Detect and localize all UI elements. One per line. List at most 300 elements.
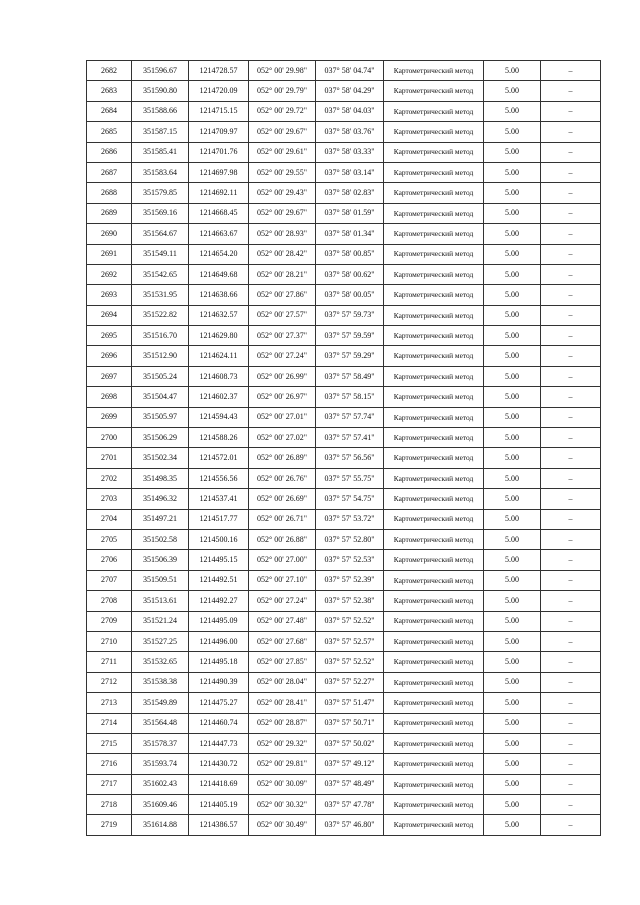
cell-accuracy: 5.00 [484, 407, 541, 427]
cell-latitude: 052° 00' 27.01" [249, 407, 316, 427]
cell-point-number: 2715 [87, 733, 132, 753]
cell-latitude: 052° 00' 28.41" [249, 693, 316, 713]
cell-point-number: 2713 [87, 693, 132, 713]
table-row [87, 244, 601, 264]
cell-point-number: 2691 [87, 244, 132, 264]
cell-y-coordinate: 1214588.26 [189, 428, 249, 448]
cell-x-coordinate: 351504.47 [132, 387, 189, 407]
cell-note: – [541, 448, 601, 468]
cell-x-coordinate: 351602.43 [132, 774, 189, 794]
coordinate-table-page [86, 60, 600, 836]
cell-point-number: 2704 [87, 509, 132, 529]
cell-y-coordinate: 1214663.67 [189, 224, 249, 244]
cell-point-number: 2718 [87, 795, 132, 815]
cell-x-coordinate: 351569.16 [132, 203, 189, 223]
cell-latitude: 052° 00' 27.86" [249, 285, 316, 305]
cell-method: Картометрический метод [384, 305, 484, 325]
cell-point-number: 2712 [87, 672, 132, 692]
cell-latitude: 052° 00' 27.24" [249, 346, 316, 366]
cell-longitude: 037° 58' 04.29" [316, 81, 384, 101]
cell-point-number: 2710 [87, 631, 132, 651]
cell-longitude: 037° 57' 47.78" [316, 795, 384, 815]
cell-accuracy: 5.00 [484, 713, 541, 733]
cell-latitude: 052° 00' 30.49" [249, 815, 316, 835]
cell-latitude: 052° 00' 30.32" [249, 795, 316, 815]
cell-longitude: 037° 57' 58.15" [316, 387, 384, 407]
table-row [87, 346, 601, 366]
cell-note: – [541, 203, 601, 223]
cell-longitude: 037° 58' 00.62" [316, 264, 384, 284]
cell-longitude: 037° 57' 59.73" [316, 305, 384, 325]
cell-point-number: 2716 [87, 754, 132, 774]
cell-x-coordinate: 351549.11 [132, 244, 189, 264]
cell-accuracy: 5.00 [484, 101, 541, 121]
cell-accuracy: 5.00 [484, 428, 541, 448]
cell-point-number: 2697 [87, 366, 132, 386]
cell-accuracy: 5.00 [484, 285, 541, 305]
cell-note: – [541, 81, 601, 101]
cell-method: Картометрический метод [384, 448, 484, 468]
cell-y-coordinate: 1214447.73 [189, 733, 249, 753]
cell-longitude: 037° 58' 03.76" [316, 122, 384, 142]
cell-latitude: 052° 00' 29.72" [249, 101, 316, 121]
cell-point-number: 2686 [87, 142, 132, 162]
cell-point-number: 2685 [87, 122, 132, 142]
cell-longitude: 037° 58' 02.83" [316, 183, 384, 203]
cell-point-number: 2694 [87, 305, 132, 325]
cell-longitude: 037° 58' 01.34" [316, 224, 384, 244]
cell-accuracy: 5.00 [484, 631, 541, 651]
cell-point-number: 2692 [87, 264, 132, 284]
cell-note: – [541, 550, 601, 570]
cell-longitude: 037° 57' 52.53" [316, 550, 384, 570]
cell-method: Картометрический метод [384, 693, 484, 713]
cell-accuracy: 5.00 [484, 815, 541, 835]
cell-x-coordinate: 351587.15 [132, 122, 189, 142]
cell-accuracy: 5.00 [484, 346, 541, 366]
cell-latitude: 052° 00' 26.69" [249, 489, 316, 509]
table-row [87, 733, 601, 753]
cell-accuracy: 5.00 [484, 672, 541, 692]
cell-point-number: 2683 [87, 81, 132, 101]
cell-latitude: 052° 00' 29.67" [249, 203, 316, 223]
cell-x-coordinate: 351578.37 [132, 733, 189, 753]
cell-note: – [541, 652, 601, 672]
cell-longitude: 037° 57' 46.80" [316, 815, 384, 835]
table-row [87, 428, 601, 448]
cell-longitude: 037° 57' 52.38" [316, 591, 384, 611]
cell-x-coordinate: 351521.24 [132, 611, 189, 631]
cell-note: – [541, 489, 601, 509]
cell-method: Картометрический метод [384, 162, 484, 182]
cell-point-number: 2689 [87, 203, 132, 223]
cell-accuracy: 5.00 [484, 326, 541, 346]
cell-method: Картометрический метод [384, 285, 484, 305]
cell-latitude: 052° 00' 29.67" [249, 122, 316, 142]
table-row [87, 509, 601, 529]
cell-latitude: 052° 00' 26.97" [249, 387, 316, 407]
table-row [87, 183, 601, 203]
cell-latitude: 052° 00' 28.04" [249, 672, 316, 692]
cell-x-coordinate: 351497.21 [132, 509, 189, 529]
cell-latitude: 052° 00' 29.81" [249, 754, 316, 774]
cell-x-coordinate: 351496.32 [132, 489, 189, 509]
cell-accuracy: 5.00 [484, 387, 541, 407]
cell-note: – [541, 224, 601, 244]
cell-accuracy: 5.00 [484, 754, 541, 774]
cell-longitude: 037° 58' 00.05" [316, 285, 384, 305]
cell-accuracy: 5.00 [484, 448, 541, 468]
cell-accuracy: 5.00 [484, 203, 541, 223]
cell-x-coordinate: 351506.39 [132, 550, 189, 570]
cell-latitude: 052° 00' 27.37" [249, 326, 316, 346]
cell-note: – [541, 264, 601, 284]
cell-accuracy: 5.00 [484, 61, 541, 81]
cell-latitude: 052° 00' 29.43" [249, 183, 316, 203]
cell-note: – [541, 61, 601, 81]
cell-method: Картометрический метод [384, 101, 484, 121]
cell-y-coordinate: 1214430.72 [189, 754, 249, 774]
cell-x-coordinate: 351513.61 [132, 591, 189, 611]
cell-x-coordinate: 351590.80 [132, 81, 189, 101]
cell-point-number: 2706 [87, 550, 132, 570]
cell-longitude: 037° 57' 52.52" [316, 652, 384, 672]
cell-method: Картометрический метод [384, 264, 484, 284]
cell-point-number: 2698 [87, 387, 132, 407]
cell-method: Картометрический метод [384, 428, 484, 448]
cell-method: Картометрический метод [384, 672, 484, 692]
cell-latitude: 052° 00' 28.21" [249, 264, 316, 284]
cell-accuracy: 5.00 [484, 224, 541, 244]
table-row [87, 305, 601, 325]
cell-accuracy: 5.00 [484, 305, 541, 325]
cell-latitude: 052° 00' 27.85" [249, 652, 316, 672]
cell-y-coordinate: 1214495.09 [189, 611, 249, 631]
cell-y-coordinate: 1214608.73 [189, 366, 249, 386]
cell-accuracy: 5.00 [484, 468, 541, 488]
table-row [87, 795, 601, 815]
table-row [87, 101, 601, 121]
table-row [87, 489, 601, 509]
cell-point-number: 2707 [87, 570, 132, 590]
cell-note: – [541, 428, 601, 448]
cell-note: – [541, 815, 601, 835]
cell-accuracy: 5.00 [484, 591, 541, 611]
cell-latitude: 052° 00' 26.76" [249, 468, 316, 488]
table-row [87, 693, 601, 713]
cell-longitude: 037° 57' 52.80" [316, 529, 384, 549]
cell-accuracy: 5.00 [484, 509, 541, 529]
cell-point-number: 2699 [87, 407, 132, 427]
cell-point-number: 2714 [87, 713, 132, 733]
cell-note: – [541, 611, 601, 631]
cell-method: Картометрический метод [384, 244, 484, 264]
cell-longitude: 037° 57' 55.75" [316, 468, 384, 488]
cell-y-coordinate: 1214720.09 [189, 81, 249, 101]
table-row [87, 550, 601, 570]
cell-longitude: 037° 57' 56.56" [316, 448, 384, 468]
cell-latitude: 052° 00' 27.00" [249, 550, 316, 570]
cell-point-number: 2705 [87, 529, 132, 549]
cell-longitude: 037° 57' 51.47" [316, 693, 384, 713]
cell-longitude: 037° 57' 50.71" [316, 713, 384, 733]
cell-accuracy: 5.00 [484, 162, 541, 182]
table-body [87, 61, 601, 836]
cell-y-coordinate: 1214701.76 [189, 142, 249, 162]
cell-method: Картометрический метод [384, 203, 484, 223]
cell-accuracy: 5.00 [484, 570, 541, 590]
cell-latitude: 052° 00' 28.87" [249, 713, 316, 733]
cell-method: Картометрический метод [384, 326, 484, 346]
cell-longitude: 037° 57' 59.59" [316, 326, 384, 346]
cell-method: Картометрический метод [384, 550, 484, 570]
table-row [87, 815, 601, 835]
cell-x-coordinate: 351538.38 [132, 672, 189, 692]
cell-longitude: 037° 57' 52.57" [316, 631, 384, 651]
cell-point-number: 2717 [87, 774, 132, 794]
cell-method: Картометрический метод [384, 61, 484, 81]
cell-y-coordinate: 1214495.18 [189, 652, 249, 672]
table-row [87, 122, 601, 142]
cell-y-coordinate: 1214668.45 [189, 203, 249, 223]
cell-longitude: 037° 58' 03.14" [316, 162, 384, 182]
cell-method: Картометрический метод [384, 815, 484, 835]
cell-note: – [541, 713, 601, 733]
cell-longitude: 037° 58' 03.33" [316, 142, 384, 162]
cell-x-coordinate: 351614.88 [132, 815, 189, 835]
table-row [87, 407, 601, 427]
cell-longitude: 037° 57' 57.74" [316, 407, 384, 427]
cell-method: Картометрический метод [384, 366, 484, 386]
table-row [87, 652, 601, 672]
cell-latitude: 052° 00' 27.24" [249, 591, 316, 611]
cell-x-coordinate: 351609.46 [132, 795, 189, 815]
cell-y-coordinate: 1214418.69 [189, 774, 249, 794]
cell-x-coordinate: 351564.67 [132, 224, 189, 244]
cell-latitude: 052° 00' 29.98" [249, 61, 316, 81]
cell-point-number: 2693 [87, 285, 132, 305]
cell-y-coordinate: 1214405.19 [189, 795, 249, 815]
cell-longitude: 037° 57' 54.75" [316, 489, 384, 509]
cell-accuracy: 5.00 [484, 693, 541, 713]
cell-method: Картометрический метод [384, 754, 484, 774]
cell-note: – [541, 631, 601, 651]
cell-note: – [541, 509, 601, 529]
cell-point-number: 2688 [87, 183, 132, 203]
cell-method: Картометрический метод [384, 489, 484, 509]
cell-accuracy: 5.00 [484, 81, 541, 101]
table-row [87, 326, 601, 346]
table-row [87, 203, 601, 223]
cell-y-coordinate: 1214500.16 [189, 529, 249, 549]
cell-longitude: 037° 58' 01.59" [316, 203, 384, 223]
cell-latitude: 052° 00' 26.88" [249, 529, 316, 549]
table-row [87, 162, 601, 182]
cell-note: – [541, 570, 601, 590]
cell-x-coordinate: 351532.65 [132, 652, 189, 672]
cell-longitude: 037° 57' 49.12" [316, 754, 384, 774]
table-row [87, 61, 601, 81]
cell-latitude: 052° 00' 26.89" [249, 448, 316, 468]
cell-x-coordinate: 351585.41 [132, 142, 189, 162]
cell-y-coordinate: 1214624.11 [189, 346, 249, 366]
cell-method: Картометрический метод [384, 468, 484, 488]
cell-method: Картометрический метод [384, 570, 484, 590]
cell-method: Картометрический метод [384, 591, 484, 611]
cell-longitude: 037° 57' 58.49" [316, 366, 384, 386]
cell-longitude: 037° 57' 52.39" [316, 570, 384, 590]
cell-point-number: 2696 [87, 346, 132, 366]
cell-method: Картометрический метод [384, 733, 484, 753]
cell-y-coordinate: 1214492.51 [189, 570, 249, 590]
cell-x-coordinate: 351522.82 [132, 305, 189, 325]
cell-note: – [541, 795, 601, 815]
cell-method: Картометрический метод [384, 387, 484, 407]
cell-point-number: 2703 [87, 489, 132, 509]
cell-x-coordinate: 351527.25 [132, 631, 189, 651]
cell-accuracy: 5.00 [484, 733, 541, 753]
table-row [87, 591, 601, 611]
table-row [87, 529, 601, 549]
cell-y-coordinate: 1214556.56 [189, 468, 249, 488]
table-row [87, 631, 601, 651]
cell-y-coordinate: 1214709.97 [189, 122, 249, 142]
cell-method: Картометрический метод [384, 774, 484, 794]
cell-latitude: 052° 00' 26.71" [249, 509, 316, 529]
cell-accuracy: 5.00 [484, 244, 541, 264]
cell-x-coordinate: 351583.64 [132, 162, 189, 182]
table-row [87, 713, 601, 733]
cell-longitude: 037° 57' 50.02" [316, 733, 384, 753]
cell-note: – [541, 672, 601, 692]
cell-x-coordinate: 351564.48 [132, 713, 189, 733]
cell-note: – [541, 305, 601, 325]
cell-note: – [541, 693, 601, 713]
cell-x-coordinate: 351579.85 [132, 183, 189, 203]
cell-y-coordinate: 1214496.00 [189, 631, 249, 651]
cell-x-coordinate: 351498.35 [132, 468, 189, 488]
cell-x-coordinate: 351506.29 [132, 428, 189, 448]
cell-latitude: 052° 00' 27.48" [249, 611, 316, 631]
cell-note: – [541, 468, 601, 488]
cell-point-number: 2687 [87, 162, 132, 182]
cell-x-coordinate: 351512.90 [132, 346, 189, 366]
cell-y-coordinate: 1214632.57 [189, 305, 249, 325]
cell-point-number: 2701 [87, 448, 132, 468]
cell-note: – [541, 346, 601, 366]
cell-accuracy: 5.00 [484, 529, 541, 549]
cell-latitude: 052° 00' 29.61" [249, 142, 316, 162]
cell-note: – [541, 142, 601, 162]
cell-method: Картометрический метод [384, 611, 484, 631]
table-row [87, 774, 601, 794]
cell-accuracy: 5.00 [484, 774, 541, 794]
table-row [87, 142, 601, 162]
cell-y-coordinate: 1214654.20 [189, 244, 249, 264]
cell-latitude: 052° 00' 27.68" [249, 631, 316, 651]
cell-x-coordinate: 351542.65 [132, 264, 189, 284]
cell-x-coordinate: 351502.58 [132, 529, 189, 549]
cell-method: Картометрический метод [384, 142, 484, 162]
cell-y-coordinate: 1214602.37 [189, 387, 249, 407]
cell-latitude: 052° 00' 26.99" [249, 366, 316, 386]
cell-x-coordinate: 351505.24 [132, 366, 189, 386]
cell-accuracy: 5.00 [484, 264, 541, 284]
cell-accuracy: 5.00 [484, 489, 541, 509]
table-row [87, 387, 601, 407]
coordinate-table [86, 60, 601, 836]
cell-note: – [541, 285, 601, 305]
cell-method: Картометрический метод [384, 529, 484, 549]
cell-latitude: 052° 00' 29.32" [249, 733, 316, 753]
cell-method: Картометрический метод [384, 224, 484, 244]
cell-longitude: 037° 57' 48.49" [316, 774, 384, 794]
cell-accuracy: 5.00 [484, 652, 541, 672]
cell-longitude: 037° 57' 52.52" [316, 611, 384, 631]
cell-note: – [541, 407, 601, 427]
cell-note: – [541, 326, 601, 346]
cell-accuracy: 5.00 [484, 611, 541, 631]
cell-y-coordinate: 1214594.43 [189, 407, 249, 427]
cell-method: Картометрический метод [384, 509, 484, 529]
cell-x-coordinate: 351502.34 [132, 448, 189, 468]
cell-note: – [541, 101, 601, 121]
cell-accuracy: 5.00 [484, 142, 541, 162]
cell-point-number: 2711 [87, 652, 132, 672]
cell-note: – [541, 244, 601, 264]
cell-x-coordinate: 351549.89 [132, 693, 189, 713]
table-row [87, 611, 601, 631]
cell-point-number: 2719 [87, 815, 132, 835]
cell-y-coordinate: 1214495.15 [189, 550, 249, 570]
cell-latitude: 052° 00' 29.79" [249, 81, 316, 101]
cell-latitude: 052° 00' 30.09" [249, 774, 316, 794]
cell-longitude: 037° 58' 04.74" [316, 61, 384, 81]
cell-longitude: 037° 58' 00.85" [316, 244, 384, 264]
cell-latitude: 052° 00' 27.57" [249, 305, 316, 325]
cell-y-coordinate: 1214728.57 [189, 61, 249, 81]
cell-accuracy: 5.00 [484, 122, 541, 142]
cell-latitude: 052° 00' 28.42" [249, 244, 316, 264]
cell-x-coordinate: 351588.66 [132, 101, 189, 121]
table-row [87, 366, 601, 386]
cell-method: Картометрический метод [384, 122, 484, 142]
cell-note: – [541, 162, 601, 182]
cell-note: – [541, 387, 601, 407]
cell-method: Картометрический метод [384, 346, 484, 366]
cell-note: – [541, 754, 601, 774]
cell-y-coordinate: 1214492.27 [189, 591, 249, 611]
cell-method: Картометрический метод [384, 795, 484, 815]
cell-note: – [541, 122, 601, 142]
table-row [87, 468, 601, 488]
cell-x-coordinate: 351593.74 [132, 754, 189, 774]
cell-latitude: 052° 00' 28.93" [249, 224, 316, 244]
cell-latitude: 052° 00' 27.10" [249, 570, 316, 590]
cell-method: Картометрический метод [384, 631, 484, 651]
cell-point-number: 2690 [87, 224, 132, 244]
cell-method: Картометрический метод [384, 407, 484, 427]
cell-y-coordinate: 1214517.77 [189, 509, 249, 529]
table-row [87, 264, 601, 284]
cell-y-coordinate: 1214692.11 [189, 183, 249, 203]
table-row [87, 754, 601, 774]
cell-x-coordinate: 351516.70 [132, 326, 189, 346]
cell-note: – [541, 733, 601, 753]
cell-point-number: 2709 [87, 611, 132, 631]
cell-latitude: 052° 00' 27.02" [249, 428, 316, 448]
cell-latitude: 052° 00' 29.55" [249, 162, 316, 182]
